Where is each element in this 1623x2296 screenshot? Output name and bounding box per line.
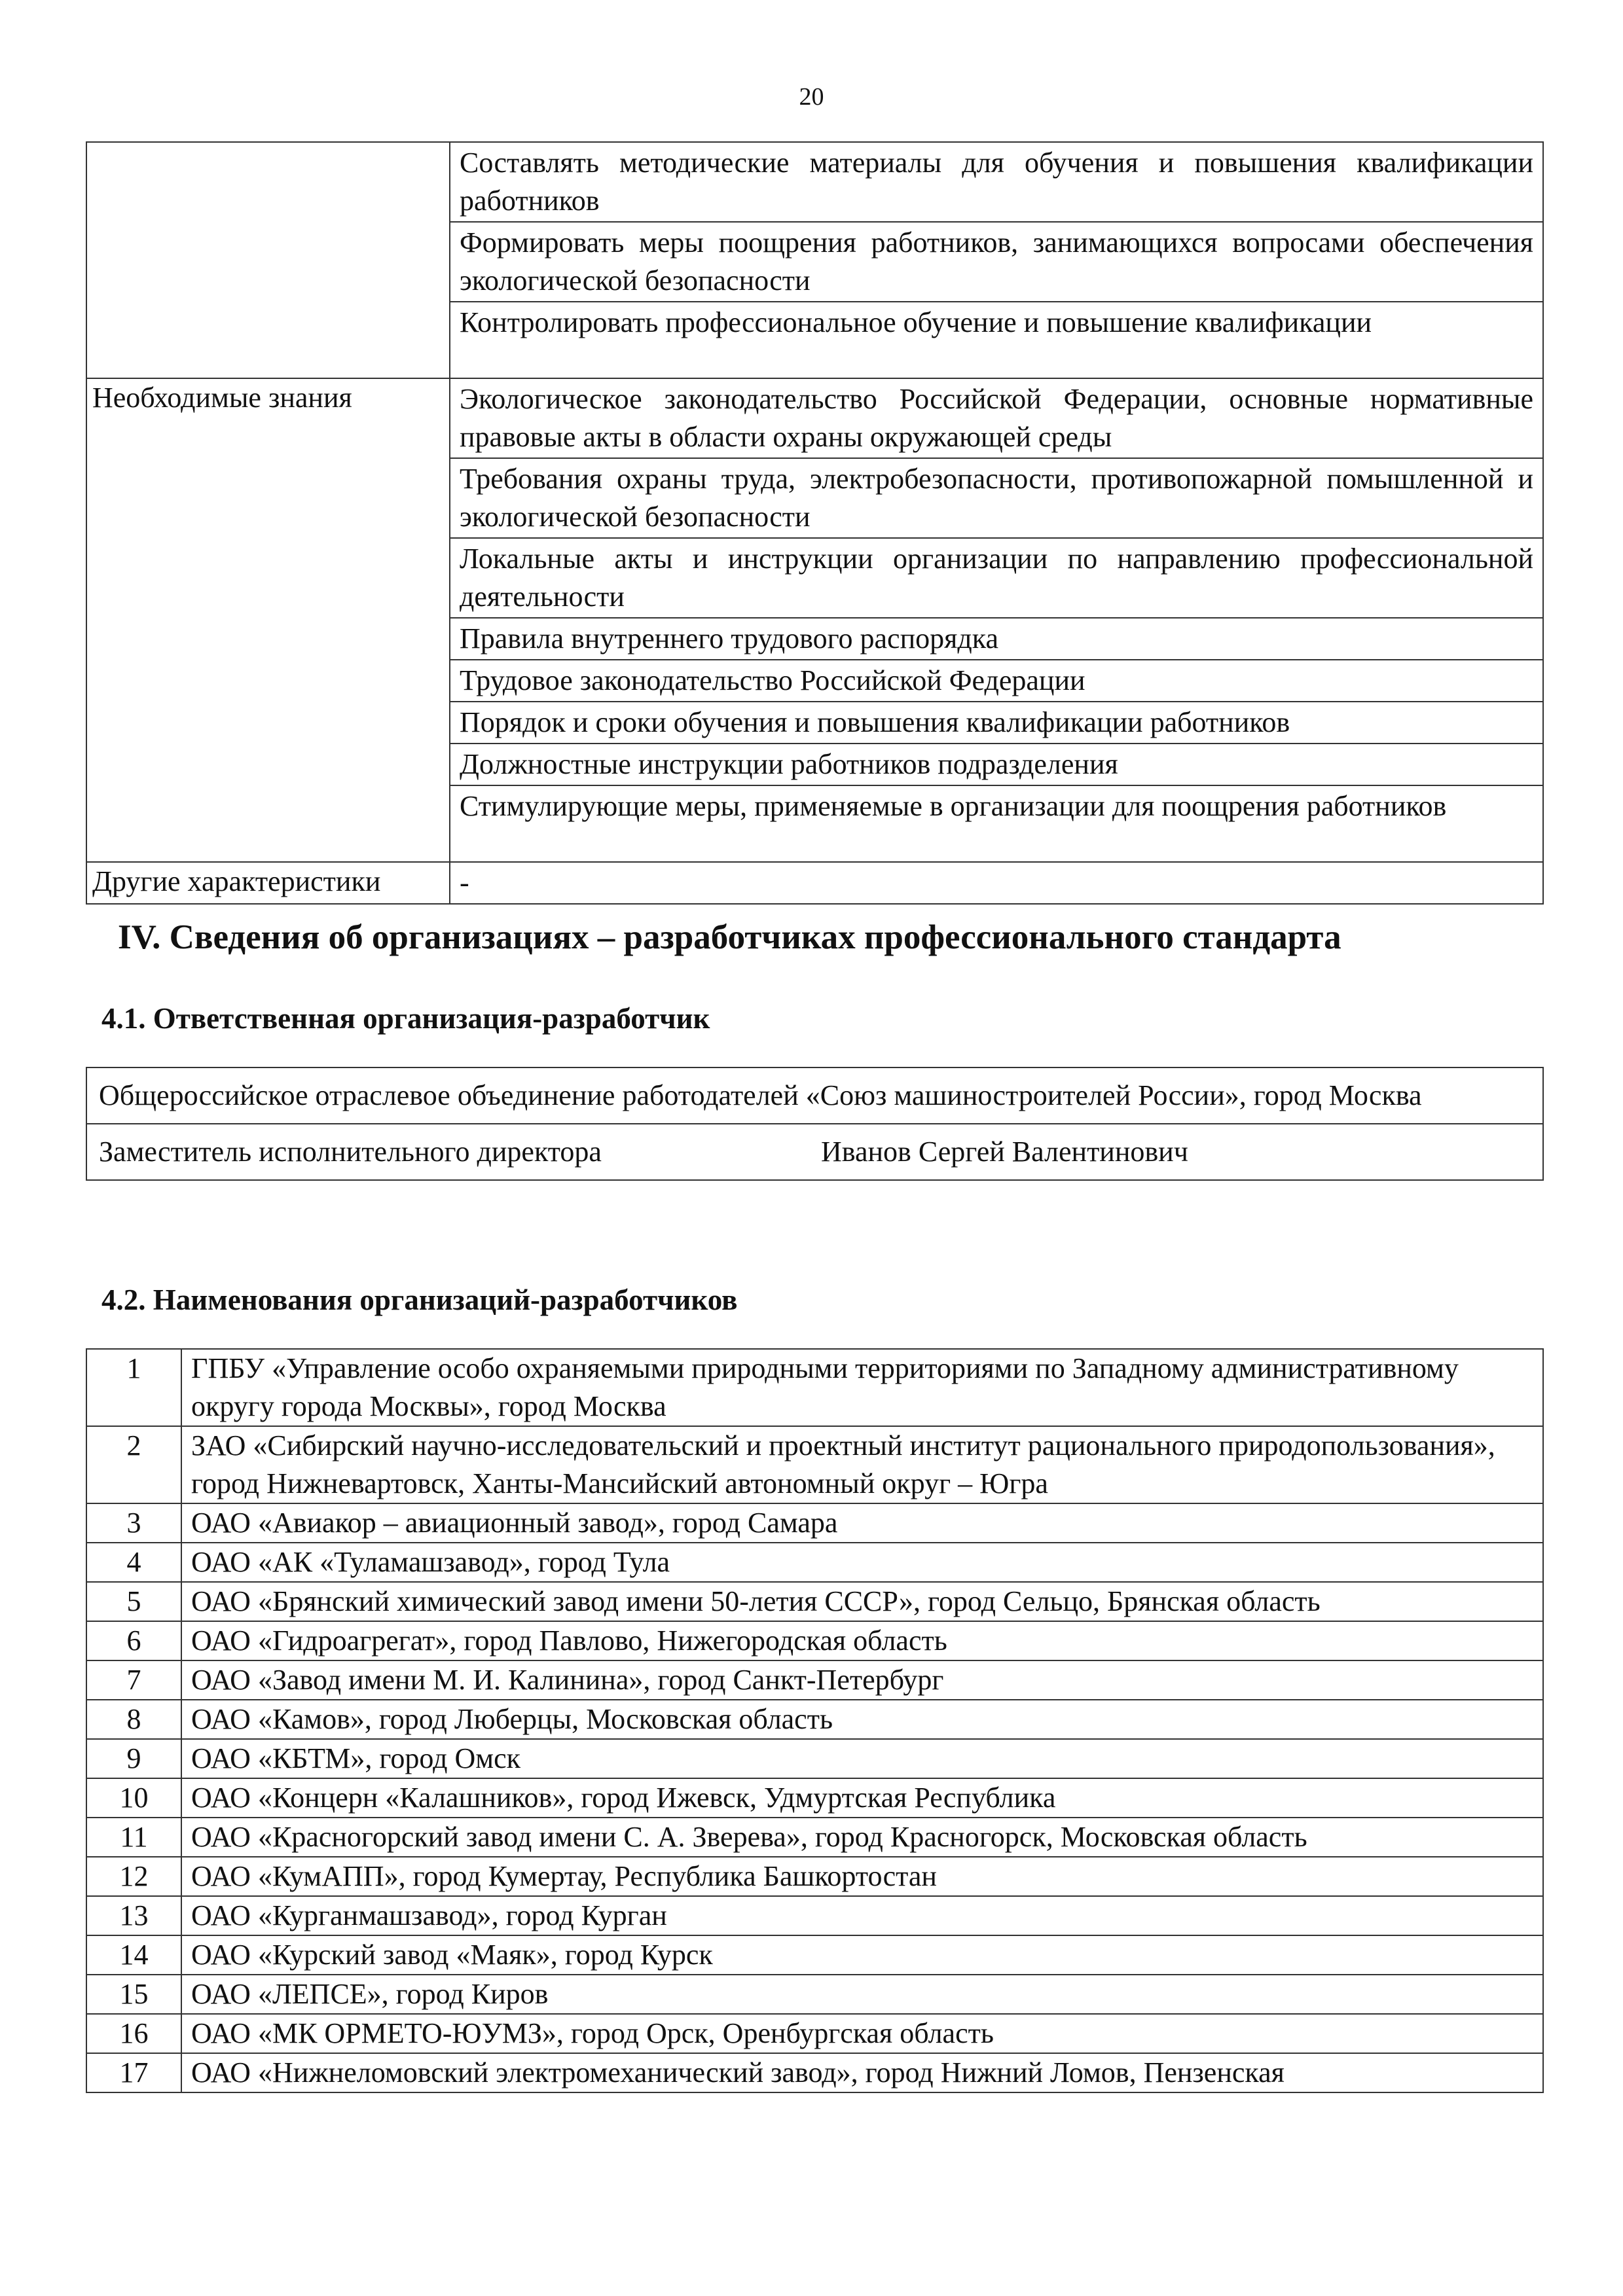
skill-item: Контролировать профессиональное обучение и повышение квалификации <box>450 302 1543 378</box>
knowledge-item: Должностные инструкции работников подразделения <box>450 744 1543 785</box>
developer-number: 8 <box>86 1700 181 1739</box>
developer-name: ОАО «КБТМ», город Омск <box>181 1739 1543 1778</box>
subsection-title-4-2: 4.2. Наименования организаций-разработчиков <box>101 1283 738 1316</box>
knowledge-item: Требования охраны труда, электробезопасности, противопожарной помышленной и экологической безопасности <box>450 458 1543 538</box>
developer-number: 11 <box>86 1818 181 1857</box>
table-row <box>86 1067 1543 1124</box>
table-row <box>86 1349 1543 1426</box>
skill-item: Составлять методические материалы для обучения и повышения квалификации работников <box>450 142 1543 222</box>
developer-name: ОАО «КумАПП», город Кумертау, Республика Башкортостан <box>181 1857 1543 1896</box>
developer-number: 3 <box>86 1503 181 1543</box>
organization-name: Общероссийское отраслевое объединение работодателей «Союз машиностроителей России», город Москва <box>86 1067 1543 1124</box>
developer-name: ОАО «Завод имени М. И. Калинина», город Санкт-Петербург <box>181 1660 1543 1700</box>
developer-number: 5 <box>86 1582 181 1621</box>
subsection-title-4-1: 4.1. Ответственная организация-разработчик <box>101 1002 710 1035</box>
developer-number: 15 <box>86 1975 181 2014</box>
developer-name: ОАО «МК ОРМЕТО-ЮУМЗ», город Орск, Оренбургская область <box>181 2014 1543 2053</box>
other-item: - <box>450 862 1543 904</box>
table-row <box>86 2053 1543 2092</box>
skill-item: Формировать меры поощрения работников, занимающихся вопросами обеспечения экологической безопасности <box>450 222 1543 302</box>
developer-number: 6 <box>86 1621 181 1660</box>
signer-role: Заместитель исполнительного директора <box>99 1136 602 1168</box>
row-label: Другие характеристики <box>86 862 450 904</box>
table-row <box>86 1739 1543 1778</box>
developer-number: 16 <box>86 2014 181 2053</box>
developer-number: 10 <box>86 1778 181 1818</box>
skills-table <box>86 141 1544 905</box>
developer-name: ОАО «Курский завод «Маяк», город Курск <box>181 1935 1543 1975</box>
knowledge-item: Порядок и сроки обучения и повышения квалификации работников <box>450 702 1543 744</box>
responsible-organization-box <box>86 1067 1544 1181</box>
signer-row <box>86 1124 1543 1180</box>
knowledge-item: Правила внутреннего трудового распорядка <box>450 618 1543 660</box>
table-row <box>86 1778 1543 1818</box>
table-row <box>86 1621 1543 1660</box>
developer-name: ОАО «Гидроагрегат», город Павлово, Нижегородская область <box>181 1621 1543 1660</box>
developer-name: ОАО «Концерн «Калашников», город Ижевск, Удмуртская Республика <box>181 1778 1543 1818</box>
developer-name: ОАО «Красногорский завод имени С. А. Зверева», город Красногорск, Московская область <box>181 1818 1543 1857</box>
developer-number: 2 <box>86 1426 181 1503</box>
table-row <box>86 142 1543 222</box>
developer-name: ГПБУ «Управление особо охраняемыми природными территориями по Западному административному округу города Москвы», город Москва <box>181 1349 1543 1426</box>
developer-number: 17 <box>86 2053 181 2092</box>
section-title: IV. Сведения об организациях – разработчиках профессионального стандарта <box>118 918 1341 956</box>
developer-name: ОАО «ЛЕПСЕ», город Киров <box>181 1975 1543 2014</box>
table-row <box>86 1857 1543 1896</box>
table-row <box>86 1426 1543 1503</box>
table-row <box>86 1896 1543 1935</box>
developer-name: ОАО «АК «Туламашзавод», город Тула <box>181 1543 1543 1582</box>
table-row <box>86 1503 1543 1543</box>
developer-name: ОАО «Авиакор – авиационный завод», город Самара <box>181 1503 1543 1543</box>
developer-number: 1 <box>86 1349 181 1426</box>
page-number: 20 <box>799 83 824 111</box>
table-row <box>86 378 1543 458</box>
developer-number: 4 <box>86 1543 181 1582</box>
table-row <box>86 1818 1543 1857</box>
knowledge-item: Экологическое законодательство Российской Федерации, основные нормативные правовые акты в области охраны окружающей среды <box>450 378 1543 458</box>
developer-number: 7 <box>86 1660 181 1700</box>
table-row <box>86 1700 1543 1739</box>
developer-name: ОАО «Брянский химический завод имени 50-летия СССР», город Сельцо, Брянская область <box>181 1582 1543 1621</box>
developers-table <box>86 1348 1544 2093</box>
knowledge-item: Локальные акты и инструкции организации по направлению профессиональной деятельности <box>450 538 1543 618</box>
developer-number: 12 <box>86 1857 181 1896</box>
table-row <box>86 1935 1543 1975</box>
signer-name: Иванов Сергей Валентинович <box>821 1136 1188 1168</box>
table-row <box>86 1660 1543 1700</box>
table-row <box>86 2014 1543 2053</box>
row-label <box>86 142 450 378</box>
developer-name: ЗАО «Сибирский научно-исследовательский и проектный институт рационального природопользования», город Нижневартовск, Ханты-Мансийский автономный округ – Югра <box>181 1426 1543 1503</box>
developer-number: 9 <box>86 1739 181 1778</box>
table-row <box>86 1124 1543 1180</box>
developer-number: 14 <box>86 1935 181 1975</box>
table-row <box>86 1582 1543 1621</box>
table-row <box>86 1543 1543 1582</box>
developer-name: ОАО «Камов», город Люберцы, Московская область <box>181 1700 1543 1739</box>
developer-name: ОАО «Нижнеломовский электромеханический завод», город Нижний Ломов, Пензенская <box>181 2053 1543 2092</box>
row-label: Необходимые знания <box>86 378 450 862</box>
developer-name: ОАО «Курганмашзавод», город Курган <box>181 1896 1543 1935</box>
developer-number: 13 <box>86 1896 181 1935</box>
table-row <box>86 1975 1543 2014</box>
table-row <box>86 862 1543 904</box>
knowledge-item: Трудовое законодательство Российской Федерации <box>450 660 1543 702</box>
knowledge-item: Стимулирующие меры, применяемые в организации для поощрения работников <box>450 785 1543 862</box>
